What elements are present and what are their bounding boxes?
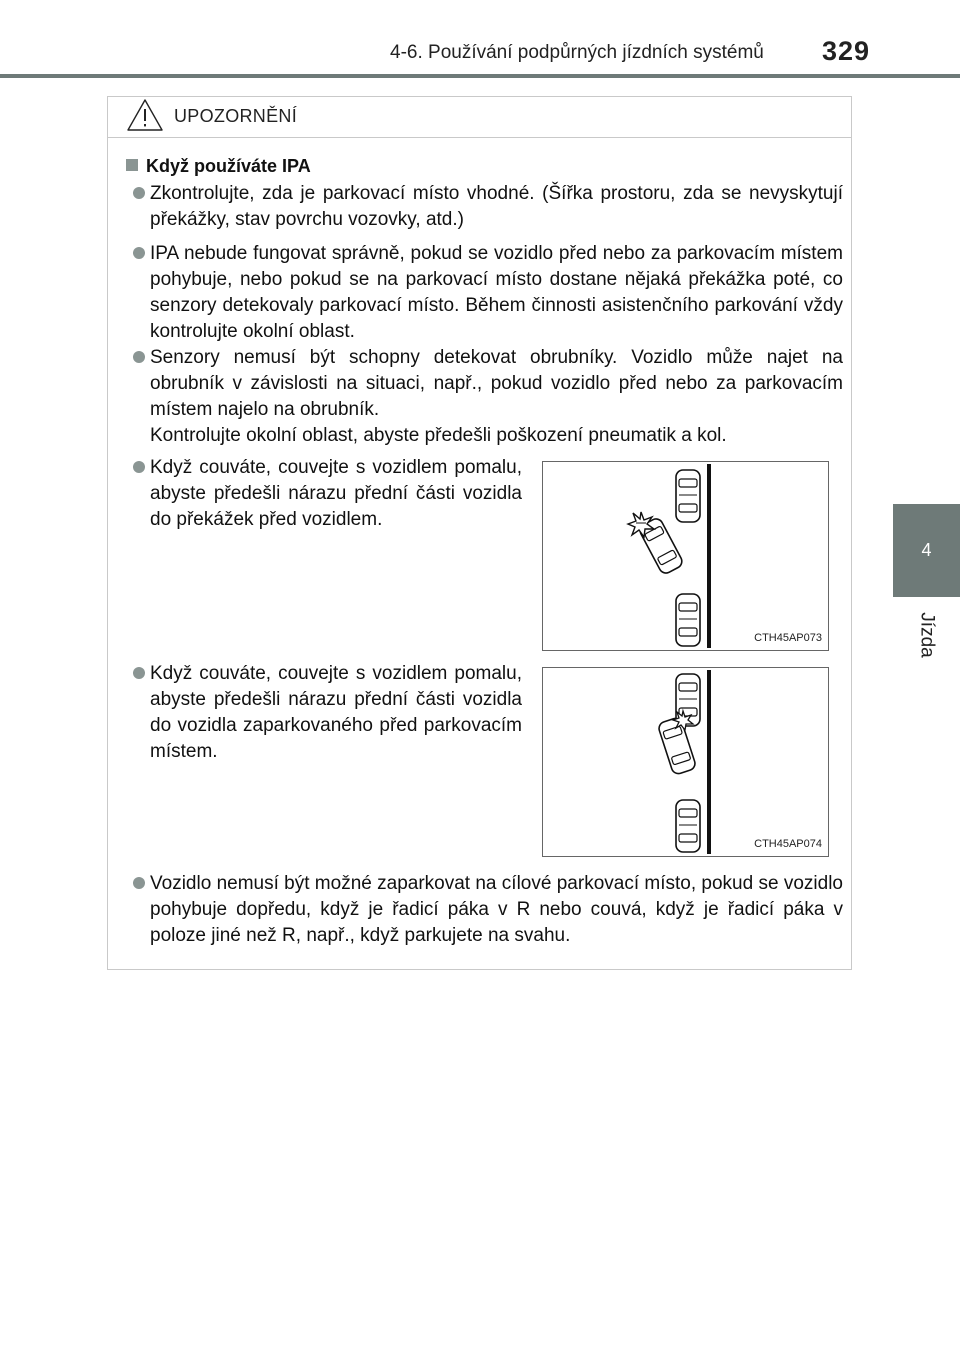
warning-box	[107, 96, 852, 970]
bullet-icon	[133, 351, 145, 363]
warning-item-text: Vozidlo nemusí být možné zaparkovat na cílové parkovací místo, pokud se vozidlo pohybuje dopředu, když je řadicí páka v R nebo couvá, když je řadicí páka v poloze jiné než R, např., když parkujete na svahu.	[150, 873, 843, 946]
section-title-text: Když používáte IPA	[146, 156, 311, 176]
warning-item	[150, 661, 522, 765]
illustration-collision-parked-car	[542, 667, 829, 857]
warning-item	[150, 455, 522, 533]
parked-car-rear	[676, 594, 700, 646]
warning-item-text: Když couváte, couvejte s vozidlem pomalu, abyste předešli nárazu přední části vozidla do vozidla zaparkovaného před parkovacím místem.	[150, 663, 522, 762]
chapter-number: 4	[921, 540, 932, 560]
bullet-icon	[133, 877, 145, 889]
warning-item-text: IPA nebude fungovat správně, pokud se vozidlo před nebo za parkovacím místem pohybuje, nebo pokud se na parkovací místo dostane nějaká překážka poté, co senzory detekovaly parkovací místo. Během činnosti asistenčního parkování vždy kontrolujte okolní oblast.	[150, 243, 843, 342]
warning-header	[108, 97, 851, 138]
parked-car-rear	[676, 800, 700, 852]
parking-diagram	[543, 668, 828, 856]
chapter-tab	[893, 504, 960, 597]
illustration-collision-obstacle	[542, 461, 829, 651]
bullet-icon	[133, 667, 145, 679]
figure-code: CTH45AP074	[754, 838, 822, 850]
warning-item-text: Zkontrolujte, zda je parkovací místo vhodné. (Šířka prostoru, zda se nevyskytují překážky, stav povrchu vozovky, atd.)	[150, 183, 843, 230]
bullet-icon	[133, 461, 145, 473]
warning-item	[150, 181, 843, 233]
warning-triangle-icon	[126, 98, 164, 132]
bullet-icon	[133, 187, 145, 199]
header-rule	[0, 74, 960, 78]
chapter-label-text: Jízda	[916, 612, 938, 658]
warning-item-text: Senzory nemusí být schopny detekovat obrubníky. Vozidlo může najet na obrubník v závislosti na situaci, např., pokud vozidlo před nebo za parkovacím místem najelo na obrubník.	[150, 347, 843, 420]
section-title	[126, 156, 311, 177]
warning-item-text: Když couváte, couvejte s vozidlem pomalu, abyste předešli nárazu přední části vozidla do překážek před vozidlem.	[150, 457, 522, 530]
warning-label: UPOZORNĚNÍ	[174, 106, 298, 126]
warning-item	[150, 241, 843, 345]
chapter-label	[893, 600, 960, 670]
parked-car-front	[676, 470, 700, 522]
running-header: 4-6. Používání podpůrných jízdních systémů	[390, 42, 764, 63]
figure-code: CTH45AP073	[754, 632, 822, 644]
warning-item-text: Kontrolujte okolní oblast, abyste předešli poškození pneumatik a kol.	[150, 425, 727, 446]
warning-item	[150, 345, 843, 449]
page-number: 329	[822, 36, 871, 66]
parking-diagram	[543, 462, 828, 650]
warning-item	[150, 871, 843, 949]
section-square-icon	[126, 159, 138, 171]
bullet-icon	[133, 247, 145, 259]
